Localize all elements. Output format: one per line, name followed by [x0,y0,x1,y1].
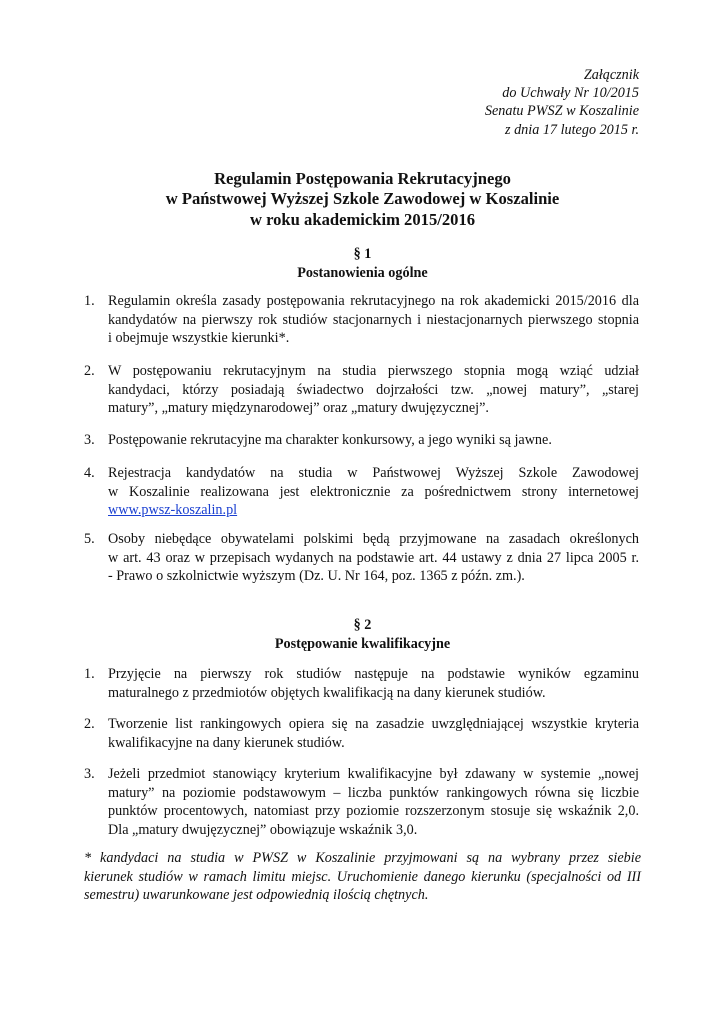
item-text-line: Osoby niebędące obywatelami polskimi będą przyjmowane na zasadach określonych [108,531,639,547]
item-text-line: i obejmuje wszystkie kierunki*. [108,330,290,347]
annex-line: z dnia 17 lutego 2015 r. [505,121,639,138]
annex-header [485,66,639,139]
item-number: 5. [84,531,95,547]
item-text-line: maturalnego z przedmiotów objętych kwalifikacją na dany kierunek studiów. [108,684,546,701]
document-title [0,169,725,230]
annex-line: Załącznik [583,67,639,83]
section-number: § 2 [353,617,372,633]
item-text-line: w Koszalinie realizowana jest elektronicznie za pośrednictwem strony internetowej [108,483,639,500]
section-1-header [0,245,725,283]
item-text-line: W postępowaniu rekrutacyjnym na studia pierwszego stopnia mogą wziąć udział [108,363,639,379]
list-item [84,431,639,450]
item-text-line: w art. 43 oraz w przepisach wydanych na podstawie art. 44 ustawy z dnia 27 lipca 2005 r. [108,549,639,566]
list-item [84,362,639,418]
item-text-line: Postępowanie rekrutacyjne ma charakter konkursowy, a jego wyniki są jawne. [108,432,552,448]
item-text-line: Jeżeli przedmiot stanowiący kryterium kwalifikacyjne był zdawany w systemie „nowej [108,766,639,782]
item-text-line: punktów procentowych, natomiast przy poziomie rozszerzonym stosuje się wskaźnik 2,0. [108,803,639,820]
annex-line: Senatu PWSZ w Koszalinie [484,103,639,120]
item-text-line: kandydatów na pierwszy rok studiów stacjonarnych i niestacjonarnych pierwszego stopnia [108,311,639,328]
item-text-line: Dla „matury dwujęzycznej” obowiązuje wskaźnik 3,0. [108,822,418,839]
list-item [84,765,639,840]
footnote-line: semestru) uwarunkowane jest odpowiednią ilością chętnych. [84,887,429,904]
section-heading: Postępowanie kwalifikacyjne [274,636,451,652]
title-line: w Państwowej Wyższej Szkole Zawodowej w Koszalinie [165,189,560,209]
section-number: § 1 [353,246,372,262]
item-number: 2. [84,716,95,732]
item-number: 4. [84,465,95,481]
title-line: w roku akademickim 2015/2016 [249,209,476,229]
list-item [84,292,639,348]
item-text-line: Rejestracja kandydatów na studia w Państwowej Wyższej Szkole Zawodowej [108,465,639,481]
item-text-line: matury” na poziomie podstawowym – liczba punktów rankingowych równa się liczbie [108,784,639,801]
list-item [84,715,639,752]
item-number: 3. [84,432,95,448]
website-link[interactable]: www.pwsz-koszalin.pl [108,502,238,519]
footnote [84,849,641,905]
list-item [84,464,639,520]
item-text-line: Tworzenie list rankingowych opiera się na zasadzie uwzględniającej wszystkie kryteria [108,716,639,732]
item-text-line: kandydaci, którzy posiadają świadectwo dojrzałości tzw. „nowej matury”, „starej [108,381,639,398]
item-number: 2. [84,363,95,379]
annex-line: do Uchwały Nr 10/2015 [502,85,639,102]
footnote-line: * kandydaci na studia w PWSZ w Koszalinie przyjmowani są na wybrany przez siebie [84,850,641,866]
list-item [84,665,639,702]
item-text-line: kwalifikacyjne na dany kierunek studiów. [108,734,345,751]
section-heading: Postanowienia ogólne [297,265,428,281]
item-text-line: matury”, „matury międzynarodowej” oraz „matury dwujęzycznej”. [108,400,489,417]
item-text-line: - Prawo o szkolnictwie wyższym (Dz. U. Nr 164, poz. 1365 z późn. zm.). [108,568,525,585]
section-2-header [0,616,725,654]
item-number: 3. [84,766,95,782]
list-item [84,530,639,586]
item-number: 1. [84,666,95,682]
item-text-line: Przyjęcie na pierwszy rok studiów następuje na podstawie wyników egzaminu [108,666,639,682]
item-number: 1. [84,293,95,309]
footnote-line: kierunek studiów w ramach limitu miejsc. Uruchomienie danego kierunku (specjalności od III [84,868,641,885]
title-line: Regulamin Postępowania Rekrutacyjnego [214,169,511,188]
item-text-line: Regulamin określa zasady postępowania rekrutacyjnego na rok akademicki 2015/2016 dla [108,293,639,309]
